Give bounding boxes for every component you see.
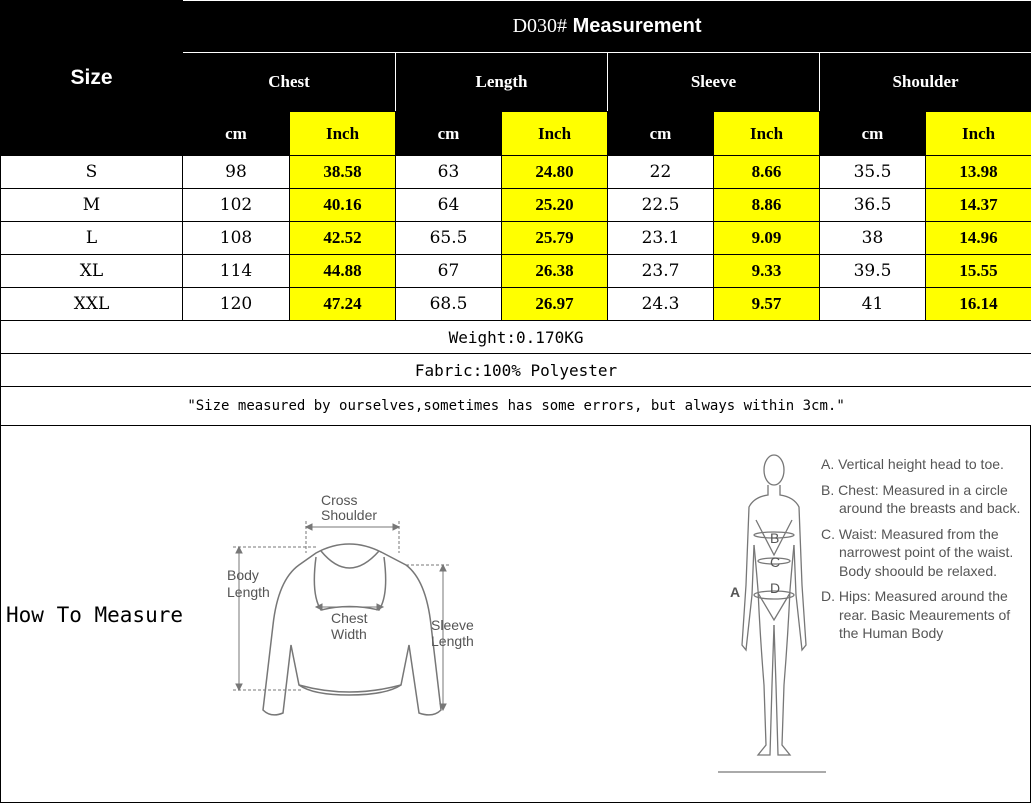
shoulder-inch-cell: 13.98: [926, 156, 1031, 189]
table-row: [1, 255, 1031, 288]
table-row: [1, 288, 1031, 321]
length-cm-cell: 63: [396, 156, 502, 189]
sleeve-cm-cell: 23.7: [608, 255, 714, 288]
shoulder-cm-cell: 35.5: [820, 156, 926, 189]
sleeve-cm-cell: 24.3: [608, 288, 714, 321]
length-inch-cell: 25.20: [502, 189, 608, 222]
shoulder-inch-cell: 15.55: [926, 255, 1031, 288]
marker-b: B: [770, 530, 780, 546]
body-diagram: [716, 445, 826, 775]
sleeve-inch-cell: 8.86: [714, 189, 820, 222]
shoulder-inch-cell: 16.14: [926, 288, 1031, 321]
chest-inch-cell: 47.24: [290, 288, 396, 321]
table-row: [1, 189, 1031, 222]
size-cell: XL: [1, 255, 183, 288]
sleeve-length-label: Length: [431, 633, 474, 649]
title-text: Measurement: [567, 15, 702, 37]
human-body-icon: [742, 455, 806, 755]
group-sleeve: Sleeve: [608, 53, 820, 112]
chest-width-label: Chest: [331, 610, 368, 626]
legend-item-c: C. Waist: Measured from the narrowest point of the waist. Body shoould be relaxed.: [821, 525, 1014, 579]
sleeve-cm-cell: 23.1: [608, 222, 714, 255]
unit-cm: cm: [608, 112, 714, 156]
length-inch-cell: 26.97: [502, 288, 608, 321]
sleeve-inch-cell: 8.66: [714, 156, 820, 189]
sleeve-inch-cell: 9.33: [714, 255, 820, 288]
table-row: [1, 222, 1031, 255]
group-length: Length: [396, 53, 608, 112]
fabric-text: Fabric:100% Polyester: [1, 354, 1031, 387]
sleeve-cm-cell: 22.5: [608, 189, 714, 222]
shoulder-inch-cell: 14.96: [926, 222, 1031, 255]
chest-cm-cell: 114: [183, 255, 290, 288]
size-cell: S: [1, 156, 183, 189]
how-to-measure-label: How To Measure: [6, 603, 184, 627]
title-code: D030#: [512, 15, 568, 37]
sleeve-cm-cell: 22: [608, 156, 714, 189]
marker-a: A: [730, 584, 741, 600]
shoulder-cm-cell: 41: [820, 288, 926, 321]
weight-text: Weight:0.170KG: [1, 321, 1031, 354]
unit-inch: Inch: [502, 112, 608, 156]
length-cm-cell: 65.5: [396, 222, 502, 255]
weight-row: [1, 321, 1031, 354]
size-cell: M: [1, 189, 183, 222]
cross-shoulder-label: Cross: [321, 492, 358, 508]
length-cm-cell: 67: [396, 255, 502, 288]
length-inch-cell: 25.79: [502, 222, 608, 255]
unit-inch: Inch: [926, 112, 1031, 156]
shoulder-inch-cell: 14.37: [926, 189, 1031, 222]
shoulder-cm-cell: 39.5: [820, 255, 926, 288]
chest-inch-cell: 44.88: [290, 255, 396, 288]
chest-inch-cell: 40.16: [290, 189, 396, 222]
cross-shoulder-label: Shoulder: [321, 507, 378, 523]
legend-item-b: B. Chest: Measured in a circle around the breasts and back.: [821, 481, 1021, 516]
chest-width-label: Width: [331, 626, 367, 642]
table-row: [1, 156, 1031, 189]
group-chest: Chest: [183, 53, 396, 112]
length-cm-cell: 68.5: [396, 288, 502, 321]
body-length-label: Body: [227, 567, 259, 583]
note-text: "Size measured by ourselves,sometimes has some errors, but always within 3cm.": [1, 387, 1031, 426]
sweater-diagram: [221, 485, 481, 725]
chest-inch-cell: 42.52: [290, 222, 396, 255]
chest-cm-cell: 98: [183, 156, 290, 189]
length-inch-cell: 24.80: [502, 156, 608, 189]
size-header: Size: [1, 1, 183, 156]
chest-cm-cell: 102: [183, 189, 290, 222]
chest-inch-cell: 38.58: [290, 156, 396, 189]
sleeve-inch-cell: 9.57: [714, 288, 820, 321]
legend-item-d: D. Hips: Measured around the rear. Basic Meaurements of the Human Body: [821, 588, 1011, 641]
legend-item-a: A. Vertical height head to toe.: [821, 456, 1004, 472]
shoulder-cm-cell: 38: [820, 222, 926, 255]
marker-d: D: [770, 580, 781, 596]
shoulder-cm-cell: 36.5: [820, 189, 926, 222]
unit-inch: Inch: [714, 112, 820, 156]
measurement-legend: [821, 455, 1021, 650]
how-to-measure-section: [0, 425, 1031, 803]
body-length-label: Length: [227, 584, 270, 600]
unit-cm: cm: [396, 112, 502, 156]
group-shoulder: Shoulder: [820, 53, 1031, 112]
unit-cm: cm: [183, 112, 290, 156]
chest-cm-cell: 108: [183, 222, 290, 255]
unit-cm: cm: [820, 112, 926, 156]
fabric-row: [1, 354, 1031, 387]
note-row: [1, 387, 1031, 426]
sleeve-length-label: Sleeve: [431, 617, 474, 633]
marker-c: C: [770, 554, 781, 570]
sleeve-inch-cell: 9.09: [714, 222, 820, 255]
chest-cm-cell: 120: [183, 288, 290, 321]
length-inch-cell: 26.38: [502, 255, 608, 288]
unit-inch: Inch: [290, 112, 396, 156]
table-title: [183, 1, 1031, 53]
length-cm-cell: 64: [396, 189, 502, 222]
size-cell: XXL: [1, 288, 183, 321]
size-cell: L: [1, 222, 183, 255]
